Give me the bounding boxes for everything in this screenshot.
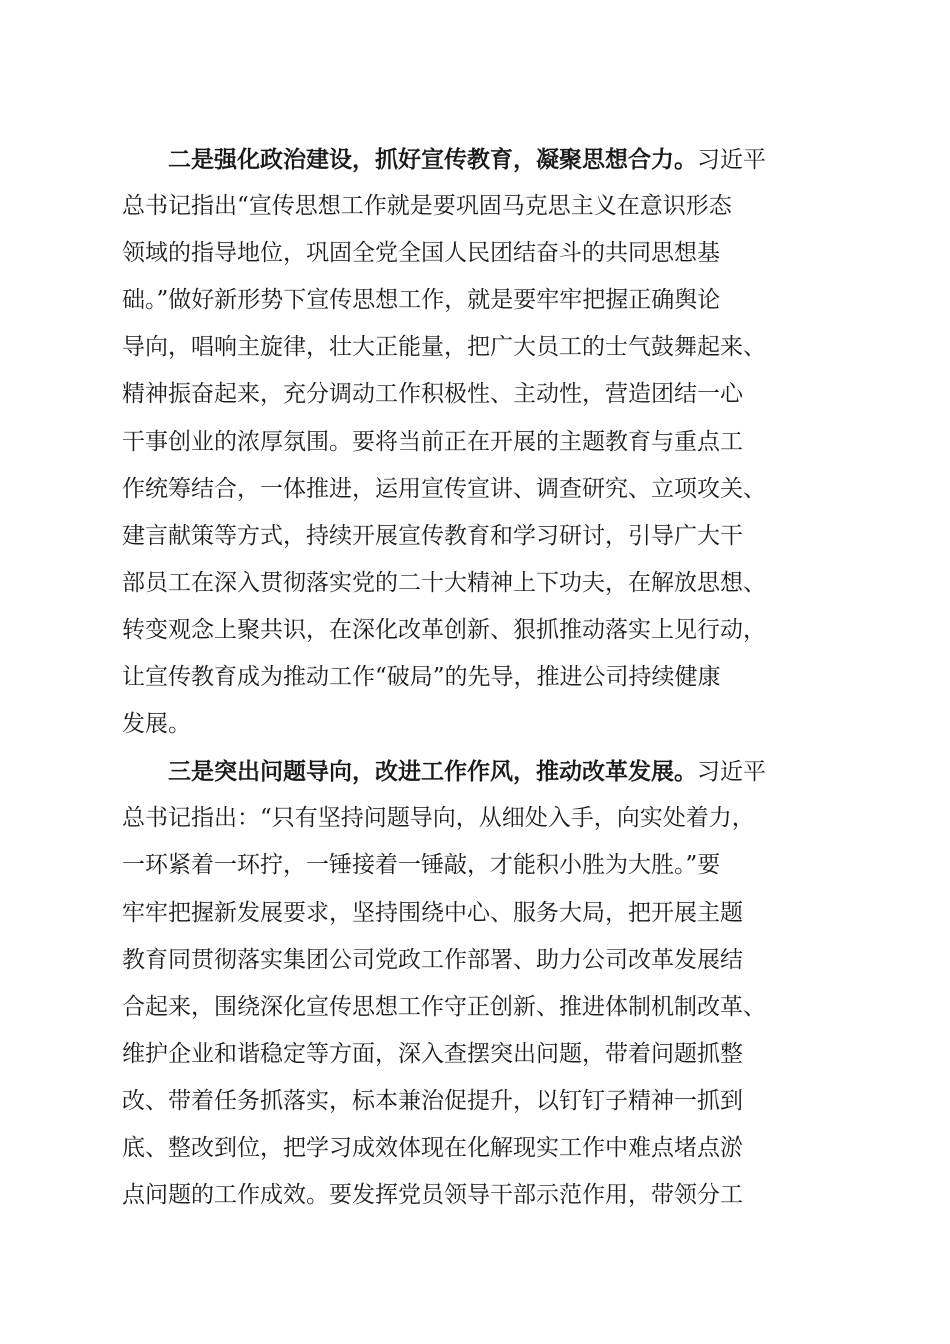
paragraph-2-line: 牢牢把握新发展要求，坚持围绕中心、服务大局，把开展主题 bbox=[122, 899, 743, 926]
paragraph-1-line: 让宣传教育成为推动工作“破局”的先导，推进公司持续健康 bbox=[122, 664, 721, 691]
paragraph-1-line: 发展。 bbox=[122, 711, 191, 738]
paragraph-1-line: 础。”做好新形势下宣传思想工作，就是要牢牢把握正确舆论 bbox=[122, 287, 721, 314]
paragraph-2-line: 点问题的工作成效。要发挥党员领导干部示范作用，带领分工 bbox=[122, 1182, 743, 1209]
paragraph-1-line: 转变观念上聚共识，在深化改革创新、狠抓推动落实上见行动， bbox=[122, 616, 766, 643]
paragraph-1-line: 作统筹结合，一体推进，运用宣传宣讲、调查研究、立项攻关、 bbox=[122, 475, 766, 502]
document-body bbox=[122, 136, 834, 1219]
paragraph-1-line: 建言献策等方式，持续开展宣传教育和学习研讨，引导广大干 bbox=[122, 522, 743, 549]
paragraph-1-line: 部员工在深入贯彻落实党的二十大精神上下功夫，在解放思想、 bbox=[122, 569, 766, 596]
paragraph-2-line: 教育同贯彻落实集团公司党政工作部署、助力公司改革发展结 bbox=[122, 946, 743, 973]
paragraph-2-line: 一环紧着一环拧，一锤接着一锤敲，才能积小胜为大胜。”要 bbox=[122, 852, 721, 879]
paragraph-1-heading: 二是强化政治建设，抓好宣传教育，凝聚思想合力。 bbox=[168, 146, 697, 173]
paragraph-1-text: 习近平 bbox=[697, 147, 766, 173]
paragraph-2-line: 改、带着任务抓落实，标本兼治促提升，以钉钉子精神一抓到 bbox=[122, 1087, 743, 1114]
paragraph-1-line: 精神振奋起来，充分调动工作积极性、主动性，营造团结一心 bbox=[122, 381, 743, 408]
paragraph-2-line-1 bbox=[122, 748, 834, 795]
paragraph-2-line: 底、整改到位，把学习成效体现在化解现实工作中难点堵点淤 bbox=[122, 1134, 743, 1161]
paragraph-2-heading: 三是突出问题导向，改进工作作风，推动改革发展。 bbox=[168, 758, 697, 786]
paragraph-1-line: 干事创业的浓厚氛围。要将当前正在开展的主题教育与重点工 bbox=[122, 428, 743, 455]
paragraph-1-line: 导向，唱响主旋律，壮大正能量，把广大员工的士气鼓舞起来、 bbox=[122, 334, 766, 361]
paragraph-2-line: 合起来，围绕深化宣传思想工作守正创新、推进体制机制改革、 bbox=[122, 993, 766, 1020]
paragraph-1-line: 领域的指导地位，巩固全党全国人民团结奋斗的共同思想基 bbox=[122, 240, 720, 267]
paragraph-1-line: 总书记指出“宣传思想工作就是要巩固马克思主义在意识形态 bbox=[122, 193, 732, 220]
paragraph-2-line: 维护企业和谐稳定等方面，深入查摆突出问题，带着问题抓整 bbox=[122, 1040, 743, 1067]
paragraph-2-line: 总书记指出：“只有坚持问题导向，从细处入手，向实处着力， bbox=[122, 805, 755, 832]
paragraph-1-line-1 bbox=[122, 136, 834, 183]
paragraph-2-text: 习近平 bbox=[697, 759, 766, 786]
